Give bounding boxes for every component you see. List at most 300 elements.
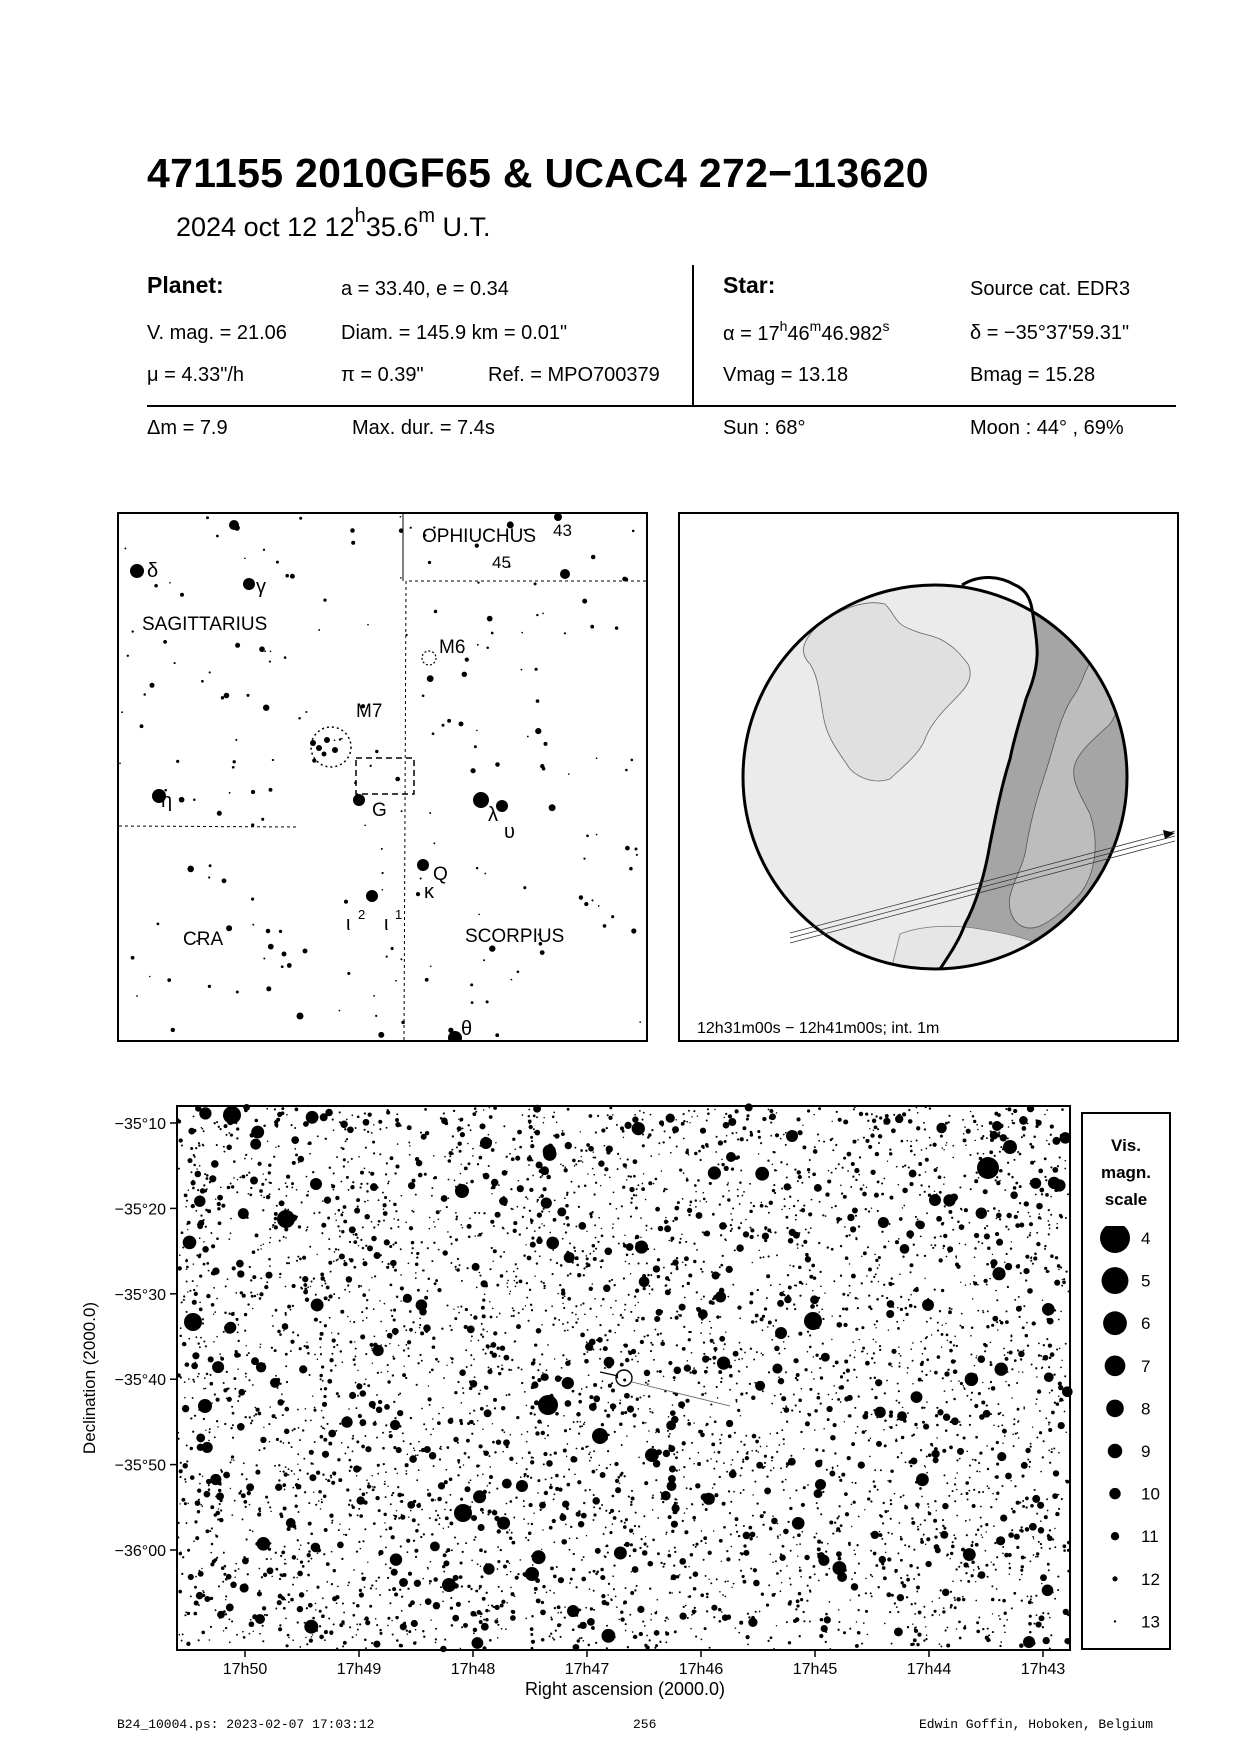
field-star [852,1175,854,1177]
field-star [492,1185,496,1189]
field-star [658,1153,659,1154]
field-star [483,1563,494,1574]
field-star [442,1591,444,1593]
field-star [604,1167,608,1171]
field-star [331,1353,333,1355]
field-star [181,1640,183,1642]
field-star [186,1200,188,1202]
field-star [504,1332,506,1334]
field-star [1051,1389,1053,1391]
field-star [235,1563,237,1565]
field-star [506,1156,508,1158]
field-star [316,1254,317,1255]
field-star [946,1553,948,1555]
field-star [386,1266,389,1269]
field-star [773,1648,775,1650]
field-star [690,1628,692,1630]
field-star [686,1179,689,1182]
field-star [401,1514,402,1515]
field-star [385,1529,387,1531]
field-star [703,1536,707,1540]
field-star [1004,1553,1009,1558]
field-star [987,1576,989,1578]
field-star [652,1446,654,1448]
field-star [211,1244,215,1248]
field-star [638,1457,640,1459]
field-star [205,1529,209,1533]
field-star [724,1140,727,1143]
field-star [231,1185,234,1188]
field-star [615,1479,619,1483]
field-star [954,1597,956,1599]
field-star [926,1472,928,1474]
field-star [1002,1414,1004,1416]
field-star [631,1571,633,1573]
finder-star [163,640,167,644]
field-star [709,1182,712,1185]
field-star [364,1112,366,1114]
field-star [572,1568,576,1572]
field-star [905,1307,908,1310]
field-star [809,1388,812,1391]
field-star [631,1349,636,1354]
field-star [497,1529,501,1533]
finder-star [427,675,434,682]
field-star [449,1494,451,1496]
field-star [920,1540,924,1544]
field-star [373,1152,375,1154]
field-star [669,1466,676,1473]
field-star [536,1598,541,1603]
field-star [297,1409,299,1411]
field-star [303,1283,307,1287]
field-star [604,1247,612,1255]
field-star [199,1301,201,1303]
field-star [983,1279,987,1283]
finder-star [284,656,287,659]
field-star [484,1550,487,1553]
field-star [316,1302,319,1305]
field-star [469,1420,471,1422]
field-star [517,1206,519,1208]
field-star [485,1618,489,1622]
field-star [253,1631,254,1632]
field-star [284,1489,286,1491]
field-star [480,1565,482,1567]
field-star [403,1440,405,1442]
field-star [363,1500,367,1504]
field-star [510,1571,512,1573]
field-star [429,1517,431,1519]
field-star [223,1610,226,1613]
field-star [862,1347,865,1350]
field-star [662,1340,664,1342]
field-star [193,1115,195,1117]
field-star [649,1293,651,1295]
field-star [550,1633,552,1635]
field-star [962,1596,964,1598]
field-star [861,1326,864,1329]
field-star [562,1165,564,1167]
field-star [631,1396,633,1398]
globe-svg [680,514,1177,1040]
field-star [450,1606,453,1609]
field-star [377,1473,379,1475]
field-star [185,1259,188,1262]
field-star [368,1171,370,1173]
field-star [525,1468,527,1470]
field-star [770,1636,773,1639]
finder-star [582,599,587,604]
field-star [932,1143,936,1147]
field-star [336,1259,338,1261]
field-star [334,1251,336,1253]
field-star [237,1368,239,1370]
field-star [1044,1157,1047,1160]
field-star [793,1394,795,1396]
field-star [216,1420,218,1422]
finder-star [448,1028,453,1033]
field-star [506,1503,508,1505]
field-star [371,1475,372,1476]
field-star [365,1307,367,1309]
field-star [929,1107,931,1109]
field-star [431,1187,433,1189]
field-star [198,1220,204,1226]
field-star [1045,1193,1049,1197]
field-star [670,1152,672,1154]
field-star [940,1531,948,1539]
field-star [348,1459,351,1462]
field-star [1028,1212,1030,1214]
field-star [462,1227,464,1229]
field-star [701,1299,703,1301]
field-star [676,1499,678,1501]
field-star [338,1529,340,1531]
field-star [925,1171,927,1173]
field-star [767,1160,769,1162]
field-star [245,1154,247,1156]
field-star [393,1203,397,1207]
field-star [538,1226,540,1228]
field-star [491,1179,499,1187]
field-star [754,1481,756,1483]
field-star [574,1250,576,1252]
field-star [795,1214,797,1216]
field-star [1057,1264,1061,1268]
field-star [482,1328,484,1330]
field-star [329,1514,333,1518]
field-star [291,1470,293,1472]
finder-star [487,616,493,622]
field-star [357,1205,359,1207]
field-star [403,1349,405,1351]
field-star [554,1134,559,1139]
field-star [512,1138,515,1141]
field-star [752,1515,754,1517]
field-star [428,1278,431,1281]
field-star [481,1623,489,1631]
field-star [542,1372,543,1373]
field-star [603,1346,608,1351]
field-star [609,1106,612,1109]
field-star [378,1220,381,1223]
field-star [579,1426,581,1428]
field-star [199,1274,202,1277]
finder-star [629,867,633,871]
field-star [485,1353,487,1355]
field-star [563,1476,565,1478]
field-star [588,1374,590,1376]
field-star [946,1644,950,1648]
field-star [810,1304,815,1309]
field-star [356,1604,360,1608]
field-star [853,1108,855,1110]
field-star [737,1138,739,1140]
field-star [527,1256,532,1261]
field-star [328,1261,332,1265]
field-star [407,1126,409,1128]
field-star [456,1216,458,1218]
finder-star [310,740,316,746]
field-star [687,1282,690,1285]
field-star [314,1407,316,1409]
field-star [879,1556,886,1563]
field-star [1018,1420,1020,1422]
field-star [606,1647,608,1649]
field-star [674,1630,677,1633]
field-star [890,1196,894,1200]
field-star [766,1604,769,1607]
field-star [324,1630,328,1634]
field-star [252,1250,256,1254]
field-star [508,1393,510,1395]
field-star [592,1244,596,1248]
field-star [317,1358,319,1360]
finder-star [433,842,435,844]
field-star [385,1546,387,1548]
field-star [624,1393,630,1399]
field-star [418,1441,420,1443]
field-star [328,1617,330,1619]
field-star [182,1556,184,1558]
field-star [393,1309,396,1312]
field-star [600,1387,602,1389]
field-star [196,1433,205,1442]
field-star [296,1484,301,1489]
field-star [203,1340,205,1342]
field-star [391,1569,398,1576]
field-star [671,1521,678,1528]
field-star [703,1296,705,1298]
field-star [980,1525,982,1527]
field-star [959,1637,962,1640]
field-star [190,1161,191,1162]
field-star [888,1329,889,1330]
field-star [550,1567,554,1571]
field-star [352,1435,354,1437]
field-star [667,1430,669,1432]
field-star [567,1223,570,1226]
detail-chart-svg [80,1100,1180,1700]
field-star [916,1254,918,1256]
field-star [625,1167,626,1168]
field-star [562,1377,574,1389]
field-star [781,1481,783,1483]
field-star [541,1210,543,1212]
field-star [1004,1612,1007,1615]
field-star [246,1559,248,1561]
finder-star [193,798,196,801]
field-star [379,1153,381,1155]
field-star [905,1313,908,1316]
field-star [1049,1392,1051,1394]
field-star [803,1620,805,1622]
field-star [728,1434,732,1438]
field-star [584,1313,586,1315]
field-star [854,1407,856,1409]
field-star [275,1375,277,1377]
field-star [479,1444,483,1448]
field-star [660,1342,665,1347]
field-star [809,1346,812,1349]
field-star [655,1479,657,1481]
field-star [234,1570,236,1572]
field-star [594,1224,596,1226]
sun-elongation: Sun : 68° [723,417,806,439]
field-star [274,1123,278,1127]
field-star [384,1522,385,1523]
field-star [198,1142,200,1144]
field-star [807,1351,809,1353]
field-star [541,1601,544,1604]
field-star [825,1573,828,1576]
finder-star [298,717,301,720]
field-star [673,1376,676,1379]
field-star [263,1447,265,1449]
field-star [891,1128,896,1133]
field-star [785,1144,787,1146]
field-star [454,1317,457,1320]
field-star [677,1201,680,1204]
field-star [420,1536,422,1538]
field-star [363,1119,370,1126]
field-star [649,1411,651,1413]
field-star [220,1356,222,1358]
finder-star [235,739,237,741]
field-star [567,1329,569,1331]
field-star [1002,1599,1006,1603]
finder-star [630,759,633,762]
field-star [873,1485,876,1488]
field-star [421,1408,423,1410]
field-star [577,1318,579,1320]
field-star [763,1256,765,1258]
field-star [552,1115,555,1118]
field-star [761,1202,763,1204]
field-star [246,1483,254,1491]
field-star [292,1487,294,1489]
field-star [583,1423,585,1425]
field-star [320,1388,322,1390]
field-star [706,1201,708,1203]
field-star [697,1462,701,1466]
field-star [296,1189,298,1191]
field-star [669,1137,671,1139]
field-star [986,1325,989,1328]
field-star [672,1404,674,1406]
field-star [878,1281,879,1282]
field-star [798,1399,802,1403]
field-star [246,1217,248,1219]
field-star [1020,1529,1023,1532]
field-star [879,1533,883,1537]
field-star [293,1428,295,1430]
field-star [554,1493,556,1495]
field-star [849,1234,851,1236]
field-star [694,1184,697,1187]
field-star [307,1574,310,1577]
field-star [357,1370,358,1371]
field-star [211,1543,214,1546]
field-star [586,1341,588,1343]
field-star [654,1630,660,1636]
field-star [709,1333,711,1335]
field-star [860,1188,863,1191]
field-star [297,1463,298,1464]
m6-cluster-outline [422,651,436,665]
field-star [642,1183,644,1185]
finder-star [410,527,412,529]
field-star [818,1242,820,1244]
field-star [799,1543,801,1545]
field-star [658,1226,664,1232]
field-star [914,1602,916,1604]
field-star [344,1128,346,1130]
field-star [985,1550,987,1552]
field-star [589,1287,593,1291]
field-star [647,1136,650,1139]
finder-star [233,760,236,763]
field-star [1000,1321,1004,1325]
field-star [751,1396,755,1400]
field-star [278,1464,280,1466]
field-star [949,1558,950,1559]
field-star [294,1127,296,1129]
field-star [842,1293,845,1296]
field-star [1013,1423,1015,1425]
field-star [551,1477,553,1479]
field-star [246,1538,248,1540]
field-star [720,1381,722,1383]
field-star [380,1321,382,1323]
field-star [628,1263,630,1265]
field-star [915,1503,920,1508]
field-star [276,1438,279,1441]
field-star [795,1377,797,1379]
finder-star [263,958,265,960]
field-star [973,1489,975,1491]
field-star [818,1140,820,1142]
field-star [342,1361,344,1363]
finder-star [554,514,562,521]
field-star [324,1280,326,1282]
field-star [240,1291,243,1294]
field-star [438,1523,440,1525]
field-star [870,1533,872,1535]
field-star [802,1145,806,1149]
field-star [1048,1224,1050,1226]
